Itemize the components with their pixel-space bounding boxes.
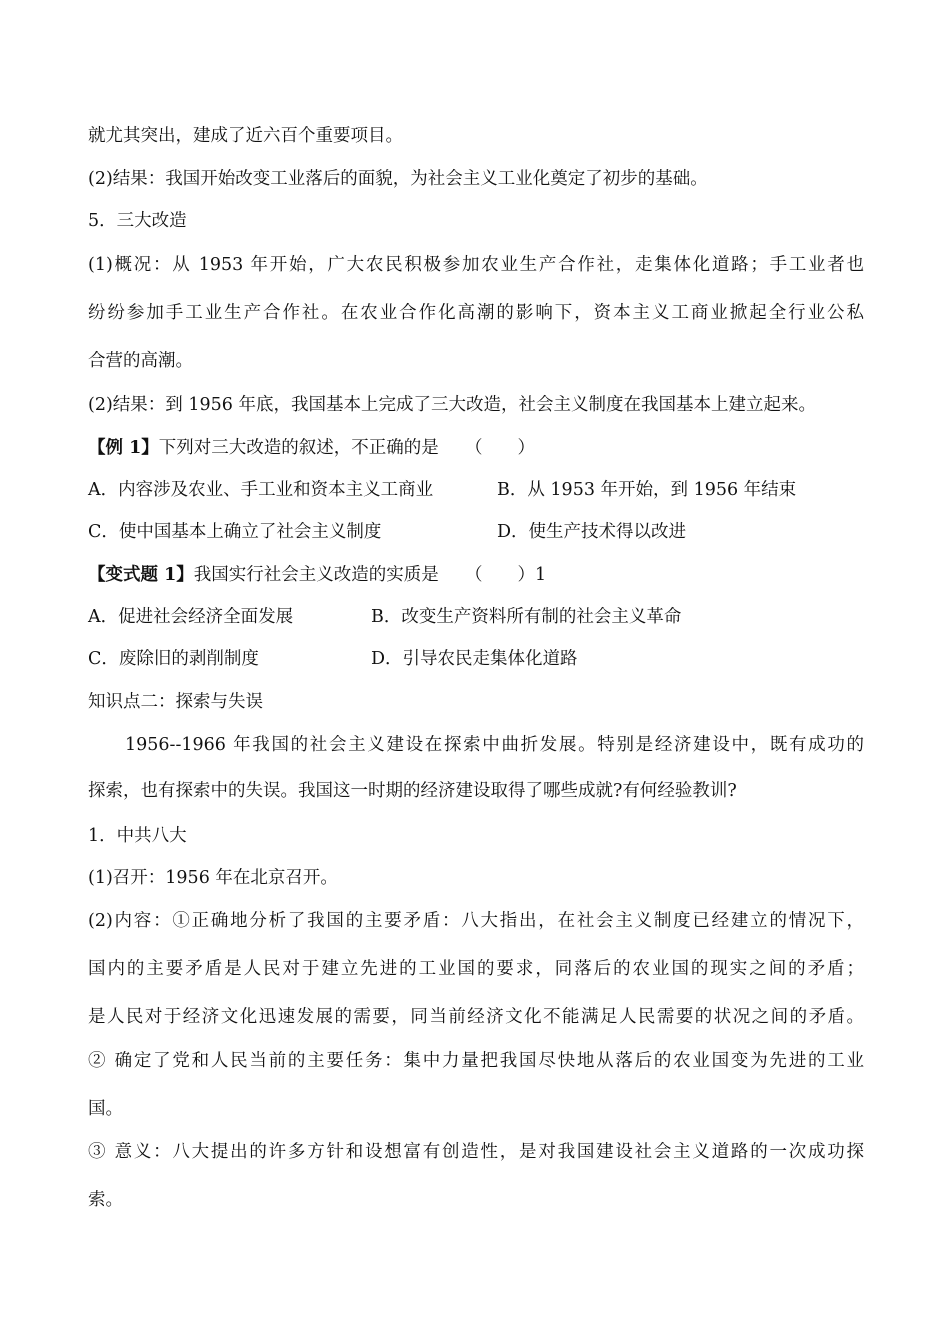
option-a: A．促进社会经济全面发展 (88, 607, 294, 627)
section-heading: 1．中共八大 (88, 826, 187, 846)
paragraph-line: (2)结果：到 1956 年底，我国基本上完成了三大改造，社会主义制度在我国基本上建立起来。 (88, 395, 816, 415)
paragraph-line: ③ 意义：八大提出的许多方针和设想富有创造性，是对我国建设社会主义道路的一次成功探 (88, 1142, 864, 1162)
option-d: D．引导农民走集体化道路 (371, 649, 578, 669)
option-d: D．使生产技术得以改进 (497, 522, 687, 542)
variant-label: 【变式题 1】 (88, 565, 194, 585)
paragraph-line: ② 确定了党和人民当前的主要任务：集中力量把我国尽快地从落后的农业国变为先进的工业 (88, 1051, 864, 1071)
paragraph-line: 合营的高潮。 (88, 351, 193, 371)
variant-question (88, 563, 864, 587)
paragraph-line: 1956--1966 年我国的社会主义建设在探索中曲折发展。特别是经济建设中，既有成功的 (125, 735, 864, 755)
paragraph-line: 国内的主要矛盾是人民对于建立先进的工业国的要求，同落后的农业国的现实之间的矛盾； (88, 959, 864, 979)
example-label: 【例 1】 (88, 438, 159, 458)
option-c: C．废除旧的剥削制度 (88, 649, 259, 669)
paragraph-line: 就尤其突出，建成了近六百个重要项目。 (88, 126, 403, 146)
paragraph-line: 是人民对于经济文化迅速发展的需要，同当前经济文化不能满足人民需要的状况之间的矛盾。 (88, 1007, 864, 1027)
paragraph-line: 探索，也有探索中的失误。我国这一时期的经济建设取得了哪些成就?有何经验教训? (88, 781, 737, 801)
option-b: B．从 1953 年开始，到 1956 年结束 (497, 480, 797, 500)
option-b: B．改变生产资料所有制的社会主义革命 (371, 607, 682, 627)
example-question (88, 436, 864, 460)
variant-stem: 我国实行社会主义改造的实质是 （ ）1 (193, 565, 547, 585)
option-a: A．内容涉及农业、手工业和资本主义工商业 (88, 480, 434, 500)
paragraph-line: 纷纷参加手工业生产合作社。在农业合作化高潮的影响下，资本主义工商业掀起全行业公私 (88, 303, 864, 323)
section-heading: 5．三大改造 (88, 211, 187, 231)
example-stem: 下列对三大改造的叙述，不正确的是 （ ） (158, 438, 536, 458)
paragraph-line: 国。 (88, 1099, 123, 1119)
option-c: C．使中国基本上确立了社会主义制度 (88, 522, 382, 542)
paragraph-line: (1)召开：1956 年在北京召开。 (88, 868, 338, 888)
paragraph-line: 索。 (88, 1190, 123, 1210)
paragraph-line: (1)概况：从 1953 年开始，广大农民积极参加农业生产合作社，走集体化道路；手工业者也 (88, 255, 864, 275)
paragraph-line: (2)结果：我国开始改变工业落后的面貌，为社会主义工业化奠定了初步的基础。 (88, 169, 708, 189)
paragraph-line: (2)内容：①正确地分析了我国的主要矛盾：八大指出，在社会主义制度已经建立的情况下， (88, 911, 864, 931)
knowledge-point-heading: 知识点二：探索与失误 (88, 692, 263, 712)
